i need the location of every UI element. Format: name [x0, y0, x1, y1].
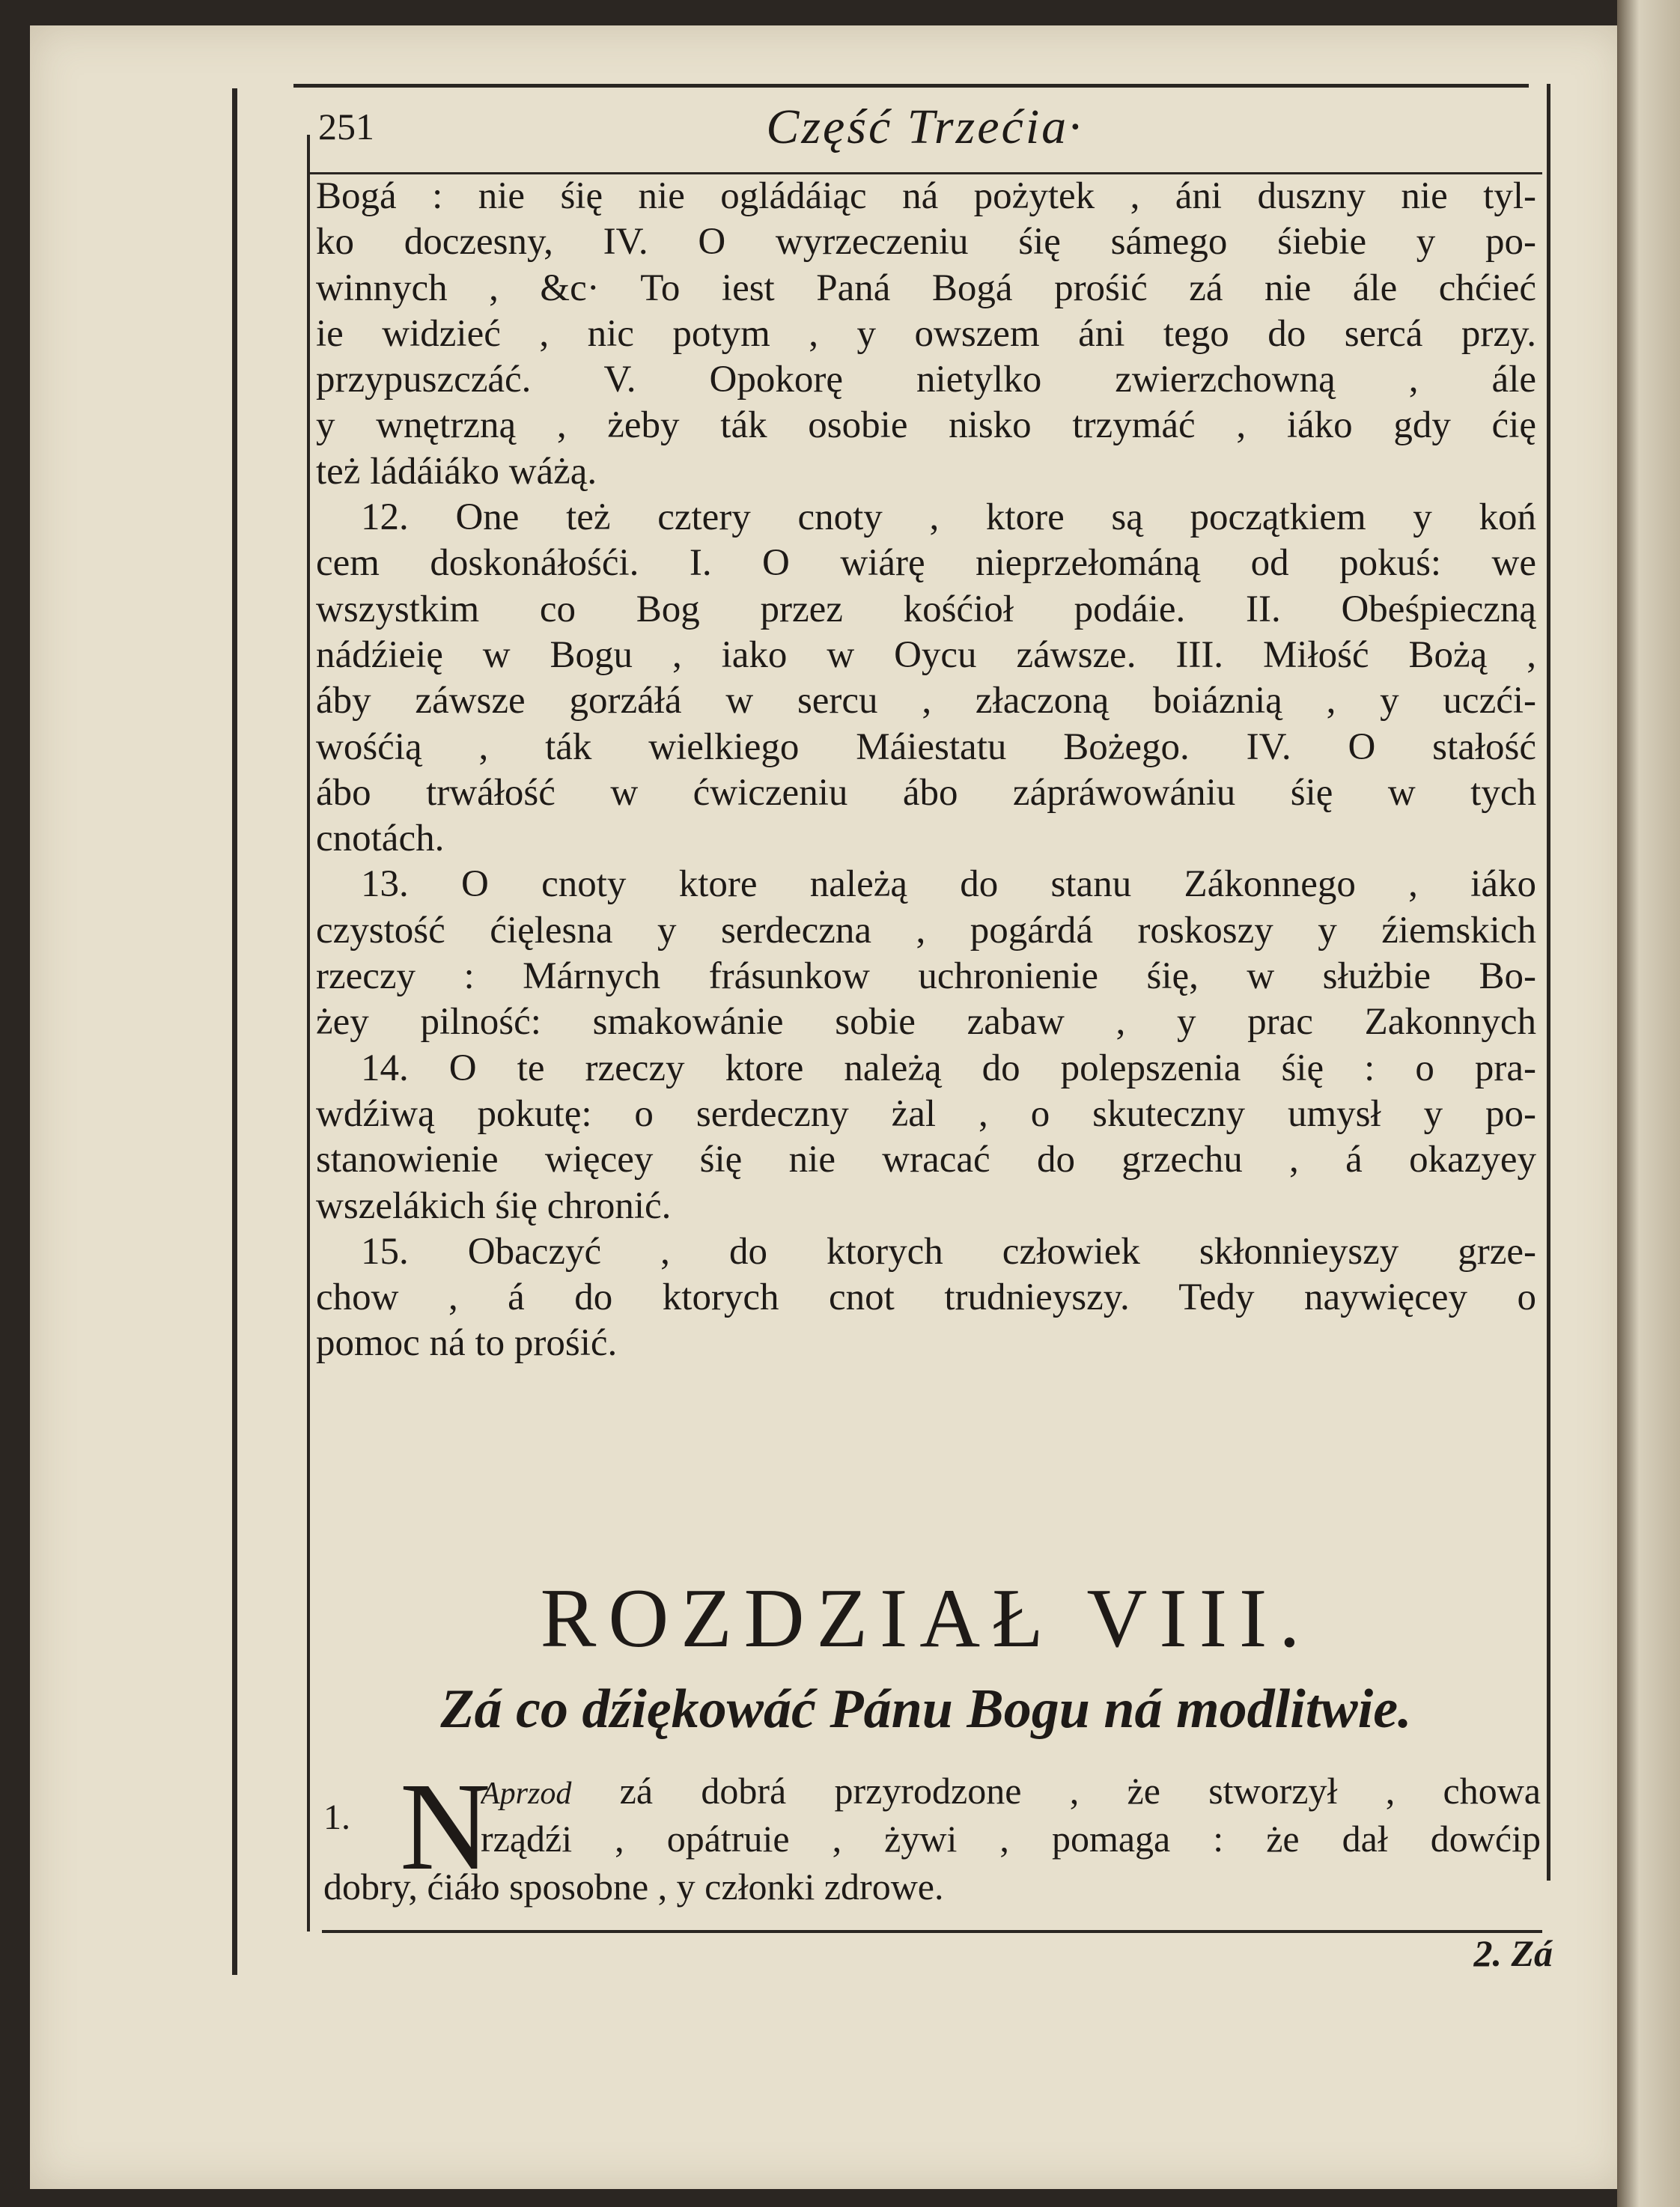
text-line: cnotách. — [316, 818, 445, 860]
text-line: wośćią , ták wielkiego Máiestatu Bożego. IV. O stałość — [316, 725, 1536, 768]
text-line: rzeczy : Márnych frásunkow uchronienie śię, w służbie Bo- — [316, 955, 1536, 998]
paragraph-14-start: 14. O te rzeczy ktore należą do polepszenia śię : o pra- — [361, 1047, 1536, 1089]
paragraph-12-start: 12. One też cztery cnoty , ktore są początkiem y koń — [361, 496, 1536, 539]
section-line-text: zá dobrá przyrodzone , że stworzył , chowa — [571, 1770, 1541, 1812]
text-line: żey pilność: smakowánie sobie zabaw , y prac Zakonnych — [316, 1001, 1536, 1044]
text-line: cem doskonáłośći. I. O wiárę nieprzełománą od pokuś: we — [316, 542, 1536, 585]
text-line: nádźieię w Bogu , iako w Oycu záwsze. III. Miłość Bożą , — [316, 633, 1536, 676]
chapter-subtitle: Zá co dźiękowáć Pánu Bogu ná modlitwie. — [440, 1678, 1412, 1740]
text-line: ko doczesny, IV. O wyrzeczeniu śię sámego śiebie y po- — [316, 221, 1536, 264]
paragraph-15-start: 15. Obaczyć , do ktorych człowiek skłonnieyszy grze- — [361, 1230, 1536, 1273]
text-line: wszystkim co Bog przez kośćioł podáie. II. Obeśpieczną — [316, 588, 1536, 630]
page-number: 251 — [318, 106, 374, 147]
section-number: 1. — [323, 1797, 350, 1837]
text-line: ábo trwáłość w ćwiczeniu ábo zápráwowániu śię w tych — [316, 771, 1536, 814]
text-line: czystość ćięlesna y serdeczna , pogárdá roskoszy y źiemskich — [316, 909, 1536, 952]
text-line: pomoc ná to prośić. — [316, 1322, 618, 1365]
text-line: przypuszczáć. V. Opokorę nietylko zwierzchowną , ále — [316, 359, 1536, 401]
text-line: wdźiwą pokutę: o serdeczny żal , o skuteczny umysł y po- — [316, 1092, 1536, 1135]
running-head: Część Trzećia· — [766, 100, 1083, 154]
text-line: ie widzieć , nic potym , y owszem áni tego do sercá przy. — [316, 312, 1536, 355]
text-line: y wnętrzną , żeby ták osobie nisko trzymáć , iáko gdy ćię — [316, 404, 1536, 447]
drop-cap: N — [400, 1757, 491, 1896]
right-rule — [1547, 84, 1550, 1881]
text-line: wszelákich śię chronić. — [316, 1184, 672, 1227]
text-line: áby záwsze gorzáłá w sercu , złaczoną boiáznią , y uczći- — [316, 680, 1536, 722]
text-line: chow , á do ktorych cnot trudnieyszy. Tedy naywięcey o — [316, 1276, 1536, 1319]
text-line: też ládáiáko wáżą. — [316, 450, 597, 493]
outer-left-rule — [232, 88, 237, 1975]
bottom-rule — [322, 1930, 1542, 1933]
text-line: Bogá : nie śię nie ogládáiąc ná pożytek , áni duszny nie tyl- — [316, 175, 1536, 217]
book-spine — [1617, 0, 1680, 2207]
header-rule — [293, 84, 1529, 88]
section-lead-word: Aprzod — [481, 1777, 572, 1811]
text-line: winnych , &c· To iest Paná Bogá prośić zá nie ále chćieć — [316, 267, 1536, 309]
page-header — [318, 100, 1531, 165]
catchword: 2. Zá — [1473, 1932, 1553, 1974]
text-line: stanowienie więcey śię nie wracać do grzechu , á okazyey — [316, 1139, 1536, 1181]
section-line: rządźi , opátruie , żywi , pomaga : że dał dowćip — [481, 1818, 1541, 1860]
chapter-title: ROZDZIAŁ VIII. — [540, 1572, 1312, 1665]
section-line — [481, 1767, 1541, 1815]
inner-left-rule — [307, 135, 310, 1931]
body-text — [316, 174, 1536, 1367]
section-line: dobry, ćiáło sposobne , y członki zdrowe. — [323, 1866, 944, 1908]
paragraph-13-start: 13. O cnoty ktore należą do stanu Zákonnego , iáko — [361, 863, 1536, 906]
